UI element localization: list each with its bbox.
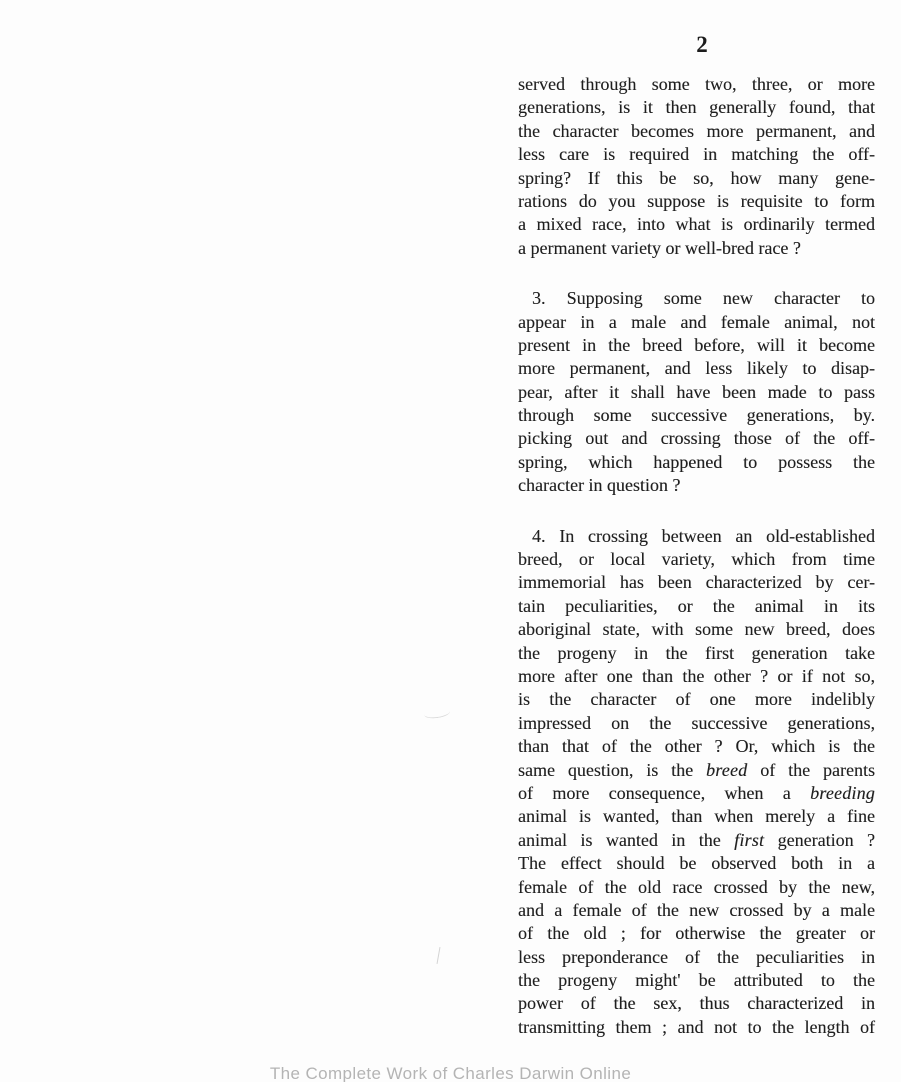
text-line: The effect should be observed both in a xyxy=(518,853,875,874)
text-line: power of the sex, thus characterized in xyxy=(518,993,875,1014)
text-line: aboriginal state, with some new breed, does xyxy=(518,619,875,640)
text-line: character in question ? xyxy=(518,475,681,496)
text-line: spring? If this be so, how many gene- xyxy=(518,167,875,188)
text-line: the progeny in the first generation take xyxy=(518,642,875,663)
text-line: animal is wanted in the first generation ? xyxy=(518,829,875,850)
text-line: and a female of the new crossed by a male xyxy=(518,899,875,920)
text-line: rations do you suppose is requisite to form xyxy=(518,190,875,211)
text-line: more permanent, and less likely to disap- xyxy=(518,358,875,379)
text-line: immemorial has been characterized by cer- xyxy=(518,572,875,593)
text-line: picking out and crossing those of the off- xyxy=(518,428,875,449)
text-line: less preponderance of the peculiarities in xyxy=(518,946,875,967)
scan-artifact-squiggle xyxy=(423,706,450,720)
text-line: present in the breed before, will it become xyxy=(518,334,875,355)
text-line: 4. In crossing between an old-established xyxy=(532,525,875,546)
text-line: the progeny might' be attributed to the xyxy=(518,970,875,991)
text-line: 3. Supposing some new character to xyxy=(532,288,875,309)
text-line: impressed on the successive generations, xyxy=(518,712,875,733)
page-number: 2 xyxy=(696,32,708,57)
text-line: transmitting them ; and not to the length of xyxy=(518,1016,875,1037)
text-line: is the character of one more indelibly xyxy=(518,689,875,710)
footer-caption: The Complete Work of Charles Darwin Online xyxy=(269,1064,632,1082)
text-line: than that of the other ? Or, which is the xyxy=(518,736,875,757)
text-line: served through some two, three, or more xyxy=(518,74,875,94)
paragraph xyxy=(518,287,875,498)
text-line: the character becomes more permanent, and xyxy=(518,120,875,141)
text-line: appear in a male and female animal, not xyxy=(518,311,875,332)
paragraph xyxy=(518,525,875,1040)
text-line: generations, is it then generally found, that xyxy=(518,97,875,118)
text-line: of more consequence, when a breeding xyxy=(518,782,875,803)
paragraph xyxy=(518,73,875,260)
text-line: animal is wanted, than when merely a fine xyxy=(518,806,875,827)
text-line: of the old ; for otherwise the greater or xyxy=(518,923,875,944)
text-line: a mixed race, into what is ordinarily termed xyxy=(518,214,875,235)
text-line: tain peculiarities, or the animal in its xyxy=(518,595,875,616)
text-line: breed, or local variety, which from time xyxy=(518,549,875,570)
text-line: less care is required in matching the off- xyxy=(518,144,875,165)
text-line: same question, is the breed of the parents xyxy=(518,759,875,780)
scan-artifact-slash xyxy=(437,947,441,964)
text-line: more after one than the other ? or if not so, xyxy=(518,665,875,686)
text-line: a permanent variety or well-bred race ? xyxy=(518,237,801,258)
text-line: through some successive generations, by. xyxy=(518,405,875,426)
text-line: pear, after it shall have been made to pass xyxy=(518,381,875,402)
text-column xyxy=(518,73,875,1039)
text-line: spring, which happened to possess the xyxy=(518,451,875,472)
text-line: female of the old race crossed by the new, xyxy=(518,876,875,897)
